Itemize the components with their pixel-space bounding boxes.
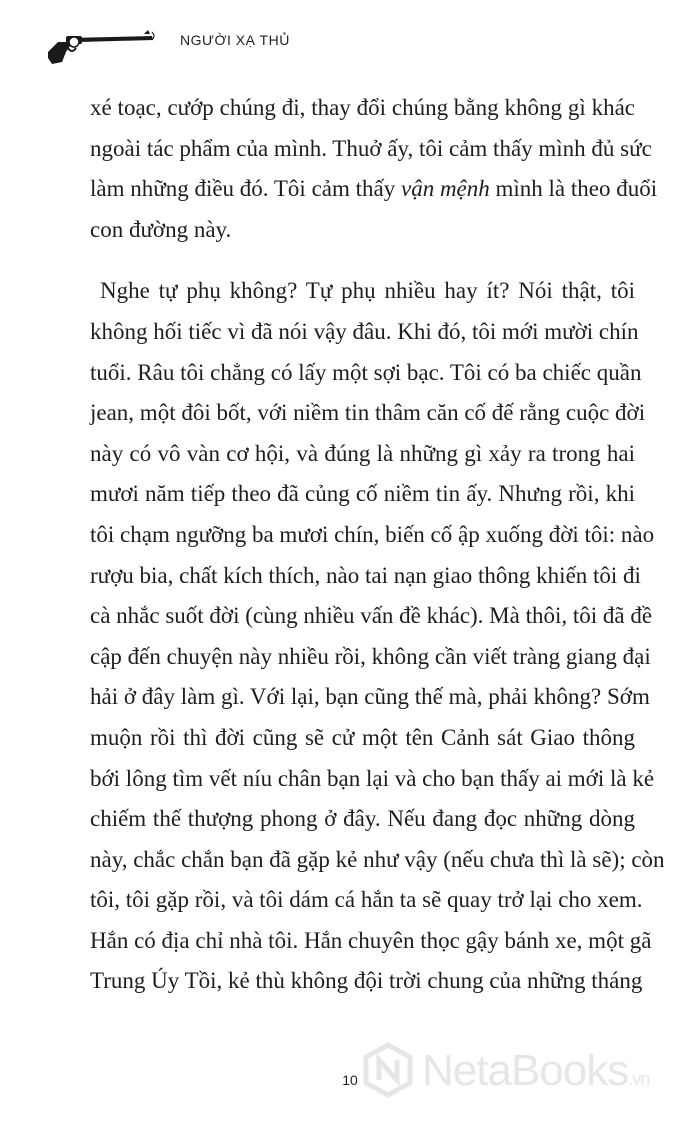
netabooks-logo-icon [360, 1042, 416, 1098]
text-line [90, 169, 658, 210]
italic-emphasis: vận mệnh [400, 176, 490, 202]
paragraph-1 [90, 88, 658, 250]
text-line: chiếm thế thượng phong ở đây. Nếu đang đọc những dòng [90, 806, 635, 832]
running-title: NGƯỜI XẠ THỦ [180, 32, 290, 48]
watermark-suffix: .vn [628, 1069, 650, 1089]
paragraph-2 [90, 271, 665, 1002]
page-number: 10 [342, 1072, 358, 1088]
text-line: jean, một đôi bốt, với niềm tin thâm căn cố đế rằng cuộc đời [90, 400, 646, 426]
text-line [90, 271, 635, 312]
text-line: rượu bia, chất kích thích, nào tai nạn giao thông khiến tôi đi [90, 562, 641, 588]
revolver-icon [40, 22, 160, 66]
text-line: bới lông tìm vết níu chân bạn lại và cho bạn thấy ai mới là kẻ [90, 765, 655, 791]
watermark-brand: NetaBooks [422, 1046, 629, 1095]
text-line: mươi năm tiếp theo đã củng cố niềm tin ấy. Nhưng rồi, khi [90, 481, 635, 507]
text-line: hải ở đây làm gì. Với lại, bạn cũng thế mà, phải không? Sớm [90, 684, 650, 710]
text-fragment: Nghe tự phụ không? Tự phụ nhiều hay ít? Nói thật, tôi [100, 278, 635, 304]
text-line: Hắn có địa chỉ nhà tôi. Hắn chuyên thọc gậy bánh xe, một gã [90, 927, 652, 953]
text-line: Trung Úy Tồi, kẻ thù không đội trời chung của những tháng [90, 968, 643, 994]
text-line: con đường này. [90, 216, 232, 242]
watermark [360, 1040, 690, 1100]
text-line: xé toạc, cướp chúng đi, thay đổi chúng bằng không gì khác [90, 95, 635, 120]
text-fragment: làm những điều đó. Tôi cảm thấy [90, 176, 401, 202]
text-line: này, chắc chắn bạn đã gặp kẻ như vậy (nếu chưa thì là sẽ); còn [90, 846, 665, 872]
page-header [40, 22, 660, 72]
text-line: cập đến chuyện này nhiều rồi, không cần viết tràng giang đại [90, 643, 651, 669]
text-line: tôi chạm ngưỡng ba mươi chín, biến cố ập xuống đời tôi: nào [90, 521, 655, 547]
text-line: không hối tiếc vì đã nói vậy đâu. Khi đó, tôi mới mười chín [90, 318, 639, 344]
text-line: tuổi. Râu tôi chẳng có lấy một sợi bạc. Tôi có ba chiếc quần [90, 359, 642, 385]
text-line: này có vô vàn cơ hội, và đúng là những gì xảy ra trong hai [90, 440, 635, 466]
text-fragment: mình là theo đuổi [489, 176, 658, 202]
text-line: tôi, tôi gặp rồi, và tôi dám cá hắn ta sẽ quay trở lại cho xem. [90, 887, 643, 913]
body-text [90, 88, 665, 1002]
text-line: ngoài tác phẩm của mình. Thuở ấy, tôi cảm thấy mình đủ sức [90, 135, 652, 161]
text-line: cà nhắc suốt đời (cùng nhiều vấn đề khác). Mà thôi, tôi đã đề [90, 603, 653, 629]
watermark-text [422, 1046, 649, 1096]
text-line: muộn rồi thì đời cũng sẽ cử một tên Cảnh sát Giao thông [90, 724, 635, 750]
